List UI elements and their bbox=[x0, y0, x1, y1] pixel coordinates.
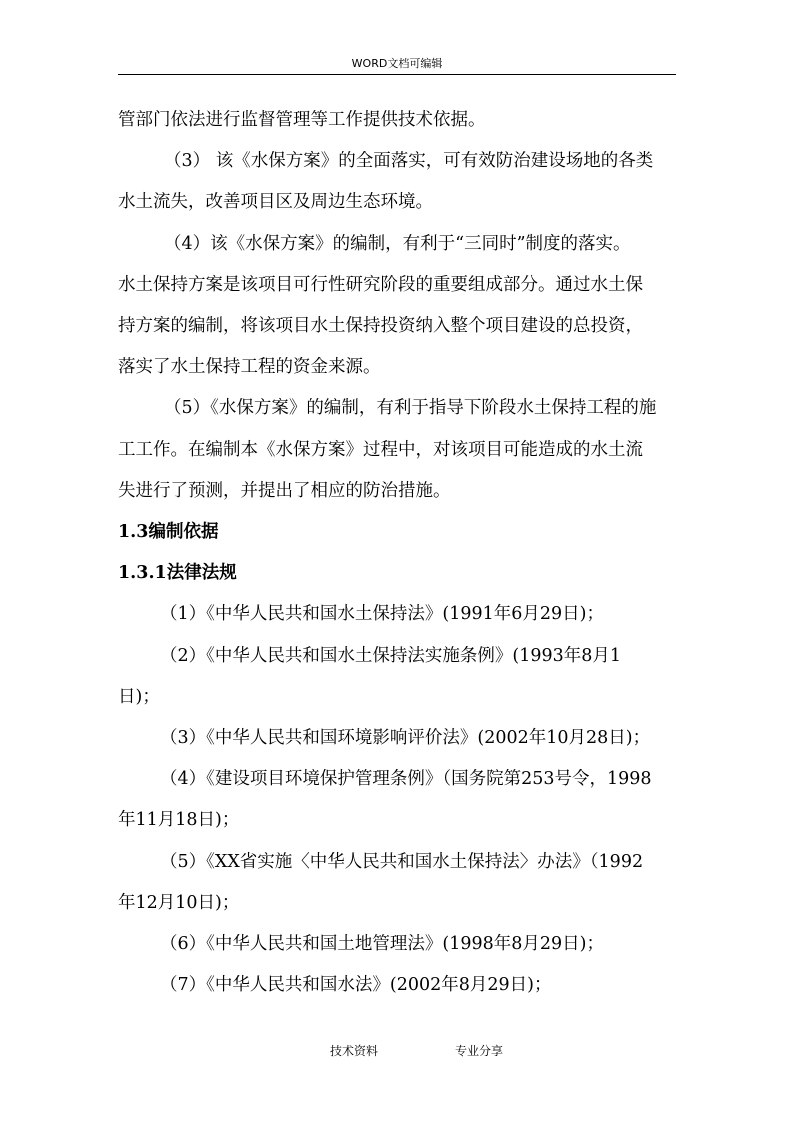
paragraph-line: 落实了水土保持工程的资金来源。 bbox=[118, 357, 381, 378]
list-item: （6）《中华人民共和国土地管理法》(1998年8月29日)； bbox=[160, 934, 604, 955]
list-item-continuation: 年11月18日)； bbox=[118, 810, 240, 831]
paragraph-line: 失进行了预测，并提出了相应的防治措施。 bbox=[118, 480, 451, 501]
page-footer bbox=[0, 1043, 794, 1059]
paragraph-line: 持方案的编制，将该项目水土保持投资纳入整个项目建设的总投资， bbox=[118, 316, 643, 337]
paragraph-line: 水土流失，改善项目区及周边生态环境。 bbox=[118, 192, 433, 213]
paragraph-line: （5）《水保方案》的编制，有利于指导下阶段水土保持工程的施 bbox=[164, 398, 657, 419]
document-body bbox=[118, 100, 680, 1006]
paragraph-line: （4）该《水保方案》的编制，有利于“三同时”制度的落实。 bbox=[164, 233, 631, 254]
footer-right-text: 专业分享 bbox=[455, 1044, 504, 1058]
list-item-continuation: 年12月10日)； bbox=[118, 892, 240, 913]
list-item: （2）《中华人民共和国水土保持法实施条例》(1993年8月1 bbox=[160, 645, 622, 666]
list-item: （1）《中华人民共和国水土保持法》(1991年6月29日)； bbox=[160, 604, 604, 625]
list-item: （4）《建设项目环境保护管理条例》（国务院第253号令，1998 bbox=[160, 769, 652, 790]
list-item-continuation: 日)； bbox=[118, 686, 160, 707]
subsection-heading: 1.3.1法律法规 bbox=[118, 563, 237, 584]
paragraph-line: 管部门依法进行监督管理等工作提供技术依据。 bbox=[118, 110, 486, 130]
footer-left-text: 技术资料 bbox=[330, 1044, 379, 1058]
header-divider bbox=[118, 74, 676, 75]
page-header: WORD文档可编辑 bbox=[351, 57, 443, 70]
section-heading: 1.3编制依据 bbox=[118, 522, 219, 543]
list-item: （3）《中华人民共和国环境影响评价法》(2002年10月28日)； bbox=[160, 728, 651, 749]
paragraph-line: （3） 该《水保方案》的全面落实，可有效防治建设场地的各类 bbox=[164, 151, 654, 172]
list-item: （5）《XX省实施〈中华人民共和国水土保持法〉办法》（1992 bbox=[160, 851, 644, 872]
paragraph-line: 工工作。在编制本《水保方案》过程中，对该项目可能造成的水土流 bbox=[118, 439, 643, 460]
paragraph-line: 水土保持方案是该项目可行性研究阶段的重要组成部分。通过水土保 bbox=[118, 274, 643, 295]
list-item: （7）《中华人民共和国水法》(2002年8月29日)； bbox=[160, 975, 552, 996]
